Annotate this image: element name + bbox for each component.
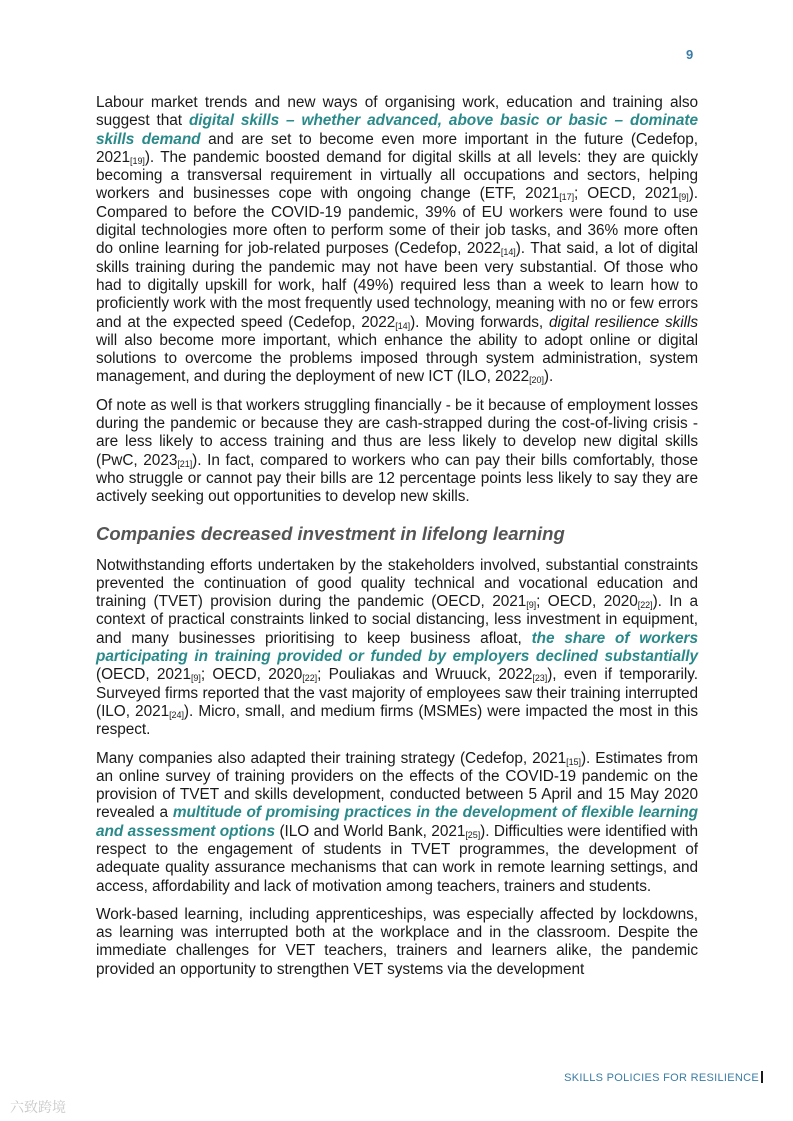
- citation-ref: [15]: [566, 756, 581, 767]
- text: Work-based learning, including apprenticeships, was especially affected by lockdowns, as learning was interrupted both at the workplace and in the classroom. Despite the immediate challenges for VET teachers, trainers and learners alike, the pandemic provided an opportunity to strengthen VET systems via the development: [96, 905, 698, 978]
- footer-divider: [761, 1071, 763, 1083]
- page-number: 9: [686, 47, 694, 62]
- text: Notwithstanding efforts undertaken by the stakeholders involved, substantial constraints prevented the continuation of good quality technical and vocational education and training (TVET) provision during the pandemic (OECD, 2021: [96, 556, 698, 611]
- document-body: [96, 94, 698, 989]
- text: ). That said, a lot of digital skills training during the pandemic may not have been very substantial. Of those who had to digitally upskill for work, half (49%) required less than a week to learn how to proficiently work with the most frequently used technology, meaning with no or few errors and at the expected speed (Cedefop, 2022: [96, 240, 698, 331]
- text: (ILO and World Bank, 2021: [274, 822, 466, 840]
- text: Of note as well is that workers struggling financially - be it because of employment losses during the pandemic or because they are cash-strapped during the cost-of-living crisis - are less likely to access training and thus are less likely to develop new digital skills (PwC, 2023: [96, 396, 698, 469]
- text: ; OECD, 2021: [574, 185, 679, 203]
- paragraph-digital-skills: [96, 94, 698, 387]
- text: ). Moving forwards,: [410, 313, 549, 331]
- highlight-training-decline: the share of workers participating in training provided or funded by employers declined substantially: [96, 629, 698, 666]
- paragraph-training-strategy: [96, 750, 698, 896]
- text: ; OECD, 2020: [536, 593, 638, 611]
- citation-ref: [23]: [532, 673, 548, 684]
- text: will also become more important, which enhance the ability to adopt online or digital solutions to overcome the problems imposed through system administration, system management, and during the deployment of new ICT (ILO, 2022: [96, 331, 698, 386]
- highlight-promising-practices: multitude of promising practices in the development of flexible learning and assessment options: [96, 804, 698, 840]
- watermark: 六致跨境: [10, 1100, 66, 1116]
- citation-ref: [22]: [302, 673, 318, 684]
- footer: [564, 1071, 763, 1084]
- footer-title: SKILLS POLICIES FOR RESILIENCE: [564, 1072, 759, 1084]
- text: ).: [543, 368, 554, 386]
- text: and are set to become even more important in the future (Cedefop, 2021: [96, 130, 698, 166]
- text: ; OECD, 2020: [200, 666, 303, 684]
- text: ). In a context of practical constraints linked to social distancing, less investment in equipment, and many businesses prioritising to keep business afloat,: [96, 593, 698, 647]
- section-heading: Companies decreased investment in lifelong learning: [96, 522, 565, 544]
- citation-ref: [19]: [130, 155, 145, 166]
- citation-ref: [17]: [559, 192, 575, 203]
- text: ). The pandemic boosted demand for digital skills at all levels: they are quickly becoming a transversal requirement in virtually all occupations and sectors, helping workers and businesses cope with ongoing change (ETF, 2021: [96, 148, 698, 203]
- paragraph-financial-struggle: [96, 397, 698, 507]
- citation-ref: [24]: [169, 709, 184, 720]
- paragraph-tvet-constraints: [96, 557, 698, 740]
- text: Labour market trends and new ways of organising work, education and training also suggest that: [96, 94, 698, 130]
- citation-ref: [14]: [500, 247, 516, 258]
- citation-ref: [22]: [637, 600, 653, 611]
- text: ; Pouliakas and Wruuck, 2022: [317, 666, 533, 684]
- citation-ref: [25]: [465, 829, 481, 840]
- text: ). Estimates from an online survey of training providers on the effects of the COVID-19 pandemic on the provision of TVET and skills development, conducted between 5 April and 15 May 2020 revealed a: [96, 749, 698, 822]
- text: ). In fact, compared to workers who can pay their bills comfortably, those who struggle or cannot pay their bills are 12 percentage points less likely to say they are actively seeking out opportunities to develop new skills.: [96, 451, 698, 506]
- text: ). Compared to before the COVID-19 pandemic, 39% of EU workers were found to use digital technologies more often to perform some of their job tasks, and 36% more often do online learning for job-related purposes (Cedefop, 2022: [96, 185, 698, 258]
- italic-term: digital resilience skills: [548, 313, 698, 331]
- citation-ref: [9]: [190, 673, 201, 684]
- text: ). Micro, small, and medium firms (MSMEs) were impacted the most in this respect.: [96, 702, 698, 739]
- highlight-digital-skills: digital skills – whether advanced, above basic or basic – dominate skills demand: [96, 112, 698, 148]
- citation-ref: [9]: [678, 192, 689, 203]
- citation-ref: [14]: [395, 320, 411, 331]
- text: ), even if temporarily. Surveyed firms reported that the vast majority of employees saw their training interrupted (ILO, 2021: [96, 666, 698, 720]
- citation-ref: [20]: [529, 375, 544, 386]
- text: Many companies also adapted their training strategy (Cedefop, 2021: [96, 749, 567, 767]
- citation-ref: [21]: [177, 458, 193, 469]
- text: ). Difficulties were identified with respect to the engagement of students in TVET programmes, the development of adequate quality assurance mechanisms that can work in remote learning settings, and access, affordability and lack of motivation among teachers, trainers and students.: [96, 822, 698, 895]
- citation-ref: [9]: [526, 600, 537, 611]
- text: (OECD, 2021: [96, 666, 191, 684]
- paragraph-work-based-learning: [96, 906, 698, 979]
